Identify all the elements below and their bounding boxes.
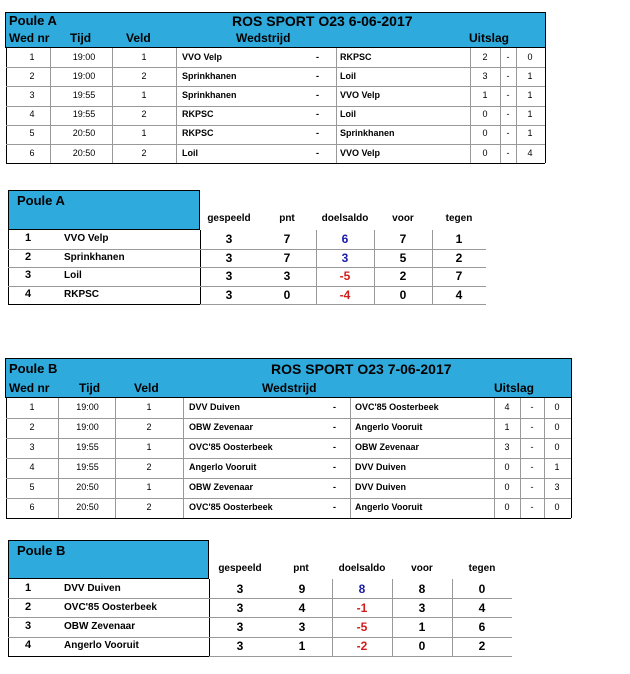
cell-hs: 0 — [504, 482, 510, 492]
cell-pnt: 3 — [283, 269, 291, 284]
cell-tijd: 20:50 — [76, 502, 99, 512]
poule-b-standings-label: Poule B — [17, 543, 66, 558]
cell-team: OVC'85 Oosterbeek — [64, 601, 157, 613]
cell-sep: - — [316, 70, 319, 81]
cell-as: 0 — [554, 442, 560, 452]
cell-home: OVC'85 Oosterbeek — [189, 502, 273, 512]
cell-hs: 0 — [482, 147, 488, 158]
cell-nr: 2 — [29, 422, 35, 432]
poule-b-title: ROS SPORT O23 7-06-2017 — [271, 361, 452, 377]
col-tegen: tegen — [445, 213, 473, 224]
row-divider — [6, 125, 545, 126]
cell-tegen: 4 — [478, 600, 486, 615]
row-divider — [200, 267, 486, 268]
table-border-bottom — [6, 163, 545, 164]
cell-away: VVO Velp — [340, 90, 381, 100]
col-gespeeld: gespeeld — [218, 563, 262, 574]
cell-tijd: 19:55 — [76, 442, 99, 452]
row-divider — [200, 286, 486, 287]
row-divider — [8, 617, 209, 618]
col-tijd: Tijd — [70, 31, 92, 45]
cell-tijd: 19:00 — [72, 51, 96, 62]
cell-as: 1 — [527, 70, 533, 81]
cell-pnt: 4 — [298, 600, 306, 615]
cell-tijd: 19:55 — [72, 90, 96, 100]
cell-sep: - — [333, 422, 336, 432]
cell-nr: 6 — [29, 502, 35, 512]
cell-tegen: 4 — [455, 287, 463, 302]
cell-nr: 2 — [29, 70, 35, 81]
cell-tijd: 19:00 — [76, 422, 99, 432]
cell-saldo: -4 — [339, 287, 351, 302]
cell-away: VVO Velp — [340, 147, 381, 158]
cell-home: OBW Zevenaar — [189, 482, 254, 492]
cell-rank: 2 — [24, 600, 32, 613]
cell-saldo: 8 — [358, 581, 366, 596]
cell-team: Angerlo Vooruit — [64, 640, 139, 652]
poule-a-standings-label: Poule A — [17, 193, 65, 208]
cell-dash: - — [530, 422, 534, 432]
cell-hs: 4 — [504, 402, 510, 412]
cell-away: Sprinkhanen — [340, 128, 395, 139]
cell-nr: 3 — [29, 90, 35, 100]
cell-saldo: -5 — [339, 269, 351, 284]
cell-rank: 1 — [24, 232, 32, 245]
cell-tegen: 2 — [478, 639, 486, 654]
cell-away: Angerlo Vooruit — [355, 502, 423, 512]
cell-home: RKPSC — [182, 128, 214, 139]
cell-home: VVO Velp — [182, 51, 223, 62]
cell-team: Sprinkhanen — [64, 251, 125, 263]
cell-gespeeld: 3 — [225, 269, 233, 284]
cell-dash: - — [530, 462, 534, 472]
cell-dash: - — [530, 442, 534, 452]
col-wed-nr: Wed nr — [9, 31, 50, 45]
cell-sep: - — [333, 402, 336, 412]
cell-tijd: 19:00 — [72, 70, 96, 81]
cell-veld: 1 — [141, 128, 147, 139]
cell-rank: 3 — [24, 269, 32, 282]
cell-hs: 0 — [482, 109, 488, 120]
cell-tijd: 20:50 — [72, 128, 96, 139]
table-border-right — [545, 48, 546, 163]
cell-veld: 1 — [146, 402, 152, 412]
col-pnt: pnt — [279, 213, 295, 224]
cell-sep: - — [333, 482, 336, 492]
cell-team: RKPSC — [64, 288, 100, 300]
cell-nr: 5 — [29, 482, 35, 492]
cell-hs: 3 — [482, 70, 488, 81]
cell-saldo: 3 — [341, 250, 349, 265]
col-voor: voor — [392, 213, 414, 224]
cell-sep: - — [316, 90, 319, 100]
cell-veld: 2 — [141, 109, 147, 120]
cell-rank: 2 — [24, 250, 32, 263]
row-divider — [200, 304, 486, 305]
cell-nr: 1 — [29, 51, 35, 62]
row-divider — [6, 144, 545, 145]
cell-sep: - — [316, 109, 319, 120]
cell-veld: 2 — [141, 147, 147, 158]
cell-tijd: 19:55 — [72, 109, 96, 120]
cell-nr: 1 — [29, 402, 35, 412]
cell-tijd: 19:00 — [76, 402, 99, 412]
cell-dash: - — [506, 128, 510, 139]
cell-away: DVV Duiven — [355, 462, 407, 472]
cell-home: OVC'85 Oosterbeek — [189, 442, 273, 452]
cell-rank: 4 — [24, 287, 32, 300]
row-divider — [6, 418, 571, 419]
cell-nr: 4 — [29, 462, 35, 472]
cell-nr: 4 — [29, 109, 35, 120]
row-divider — [209, 637, 512, 638]
cell-home: Sprinkhanen — [182, 90, 237, 100]
cell-as: 0 — [527, 51, 533, 62]
cell-tegen: 6 — [478, 620, 486, 634]
cell-saldo: -1 — [356, 600, 368, 615]
col-uitslag: Uitslag — [494, 381, 535, 395]
cell-pnt: 9 — [298, 581, 306, 596]
col-gespeeld: gespeeld — [207, 213, 251, 224]
row-divider — [8, 637, 209, 638]
cell-away: Angerlo Vooruit — [355, 422, 423, 432]
cell-gespeeld: 3 — [225, 250, 233, 265]
col-voor: voor — [411, 563, 433, 574]
cell-tijd: 20:50 — [76, 482, 99, 492]
cell-sep: - — [316, 147, 319, 158]
row-divider — [6, 86, 545, 87]
cell-saldo: -5 — [356, 620, 368, 634]
row-divider — [8, 249, 200, 250]
cell-voor: 0 — [418, 639, 426, 654]
row-divider — [6, 458, 571, 459]
row-divider — [6, 498, 571, 499]
cell-away: DVV Duiven — [355, 482, 407, 492]
col-veld: Veld — [134, 381, 159, 395]
cell-as: 1 — [554, 462, 560, 472]
cell-dash: - — [530, 402, 534, 412]
cell-sep: - — [316, 51, 319, 62]
cell-dash: - — [506, 51, 510, 62]
cell-nr: 3 — [29, 442, 35, 452]
cell-gespeeld: 3 — [236, 620, 244, 634]
cell-home: OBW Zevenaar — [189, 422, 254, 432]
row-divider — [6, 478, 571, 479]
cell-away: OBW Zevenaar — [355, 442, 420, 452]
cell-hs: 1 — [504, 422, 510, 432]
cell-home: Sprinkhanen — [182, 70, 237, 81]
cell-pnt: 0 — [283, 287, 291, 302]
cell-veld: 1 — [141, 90, 147, 100]
cell-nr: 5 — [29, 128, 35, 139]
table-border-bottom — [8, 656, 209, 657]
col-veld: Veld — [126, 31, 151, 45]
cell-gespeeld: 3 — [236, 600, 244, 615]
col-doelsaldo: doelsaldo — [321, 213, 369, 224]
cell-away: RKPSC — [340, 51, 372, 62]
cell-tegen: 0 — [478, 581, 486, 596]
poule-b-label: Poule B — [9, 361, 58, 376]
cell-hs: 2 — [482, 51, 488, 62]
col-wedstrijd: Wedstrijd — [262, 381, 317, 395]
row-divider — [209, 617, 512, 618]
cell-pnt: 1 — [298, 639, 306, 654]
cell-as: 0 — [554, 402, 560, 412]
col-tegen: tegen — [468, 563, 496, 574]
cell-nr: 6 — [29, 147, 35, 158]
col-uitslag: Uitslag — [469, 31, 510, 45]
cell-voor: 5 — [399, 250, 407, 265]
row-divider — [6, 67, 545, 68]
cell-gespeeld: 3 — [225, 287, 233, 302]
cell-as: 1 — [527, 90, 533, 100]
cell-away: OVC'85 Oosterbeek — [355, 402, 439, 412]
cell-tegen: 1 — [455, 232, 463, 247]
cell-sep: - — [333, 462, 336, 472]
cell-voor: 7 — [399, 232, 407, 247]
poule-a-title: ROS SPORT O23 6-06-2017 — [232, 13, 413, 29]
table-border-bottom — [8, 304, 200, 305]
cell-gespeeld: 3 — [236, 639, 244, 654]
cell-voor: 3 — [418, 600, 426, 615]
cell-dash: - — [506, 90, 510, 100]
cell-as: 1 — [527, 109, 533, 120]
cell-home: Angerlo Vooruit — [189, 462, 257, 472]
cell-rank: 1 — [24, 581, 32, 594]
cell-dash: - — [530, 482, 534, 492]
cell-hs: 1 — [482, 90, 488, 100]
cell-home: RKPSC — [182, 109, 214, 120]
cell-pnt: 7 — [283, 250, 291, 265]
cell-team: Loil — [64, 270, 82, 282]
cell-away: Loil — [340, 70, 356, 81]
cell-hs: 0 — [504, 502, 510, 512]
cell-tegen: 2 — [455, 250, 463, 265]
col-tijd: Tijd — [79, 381, 101, 395]
cell-as: 3 — [554, 482, 560, 492]
row-divider — [209, 656, 512, 657]
cell-team: DVV Duiven — [64, 582, 121, 594]
cell-saldo: 6 — [341, 232, 349, 247]
cell-pnt: 7 — [283, 232, 291, 247]
table-border-bottom — [6, 518, 571, 519]
cell-dash: - — [530, 502, 534, 512]
row-divider — [200, 249, 486, 250]
cell-team: VVO Velp — [64, 233, 109, 245]
cell-dash: - — [506, 70, 510, 81]
cell-veld: 2 — [146, 422, 152, 432]
cell-dash: - — [506, 147, 510, 158]
cell-team: OBW Zevenaar — [64, 621, 136, 632]
cell-voor: 2 — [399, 269, 407, 284]
cell-rank: 4 — [24, 639, 32, 652]
row-divider — [8, 286, 200, 287]
cell-hs: 0 — [504, 462, 510, 472]
row-divider — [6, 106, 545, 107]
cell-gespeeld: 3 — [236, 581, 244, 596]
row-divider — [8, 267, 200, 268]
cell-away: Loil — [340, 109, 356, 120]
col-wedstrijd: Wedstrijd — [236, 31, 291, 45]
cell-hs: 3 — [504, 442, 510, 452]
cell-voor: 8 — [418, 581, 426, 596]
cell-rank: 3 — [24, 620, 32, 632]
row-divider — [8, 598, 209, 599]
cell-tegen: 7 — [455, 269, 463, 284]
cell-home: Loil — [182, 147, 198, 158]
cell-veld: 1 — [146, 442, 152, 452]
cell-as: 0 — [554, 502, 560, 512]
cell-veld: 2 — [146, 502, 152, 512]
cell-as: 1 — [527, 128, 533, 139]
cell-voor: 1 — [418, 620, 426, 634]
cell-veld: 1 — [141, 51, 147, 62]
col-doelsaldo: doelsaldo — [338, 563, 386, 574]
cell-veld: 2 — [141, 70, 147, 81]
row-divider — [6, 438, 571, 439]
cell-veld: 1 — [146, 482, 152, 492]
cell-sep: - — [316, 128, 319, 139]
cell-sep: - — [333, 442, 336, 452]
table-border-right — [571, 398, 572, 518]
cell-veld: 2 — [146, 462, 152, 472]
cell-tijd: 19:55 — [76, 462, 99, 472]
cell-voor: 0 — [399, 287, 407, 302]
cell-pnt: 3 — [298, 620, 306, 634]
cell-home: DVV Duiven — [189, 402, 241, 412]
cell-as: 0 — [554, 422, 560, 432]
cell-dash: - — [506, 109, 510, 120]
col-wed-nr: Wed nr — [9, 381, 50, 395]
poule-a-label: Poule A — [9, 13, 57, 28]
cell-tijd: 20:50 — [72, 147, 96, 158]
row-divider — [209, 598, 512, 599]
cell-hs: 0 — [482, 128, 488, 139]
cell-sep: - — [333, 502, 336, 512]
cell-as: 4 — [527, 147, 533, 158]
col-pnt: pnt — [293, 563, 309, 574]
cell-gespeeld: 3 — [225, 232, 233, 247]
cell-saldo: -2 — [356, 639, 368, 654]
